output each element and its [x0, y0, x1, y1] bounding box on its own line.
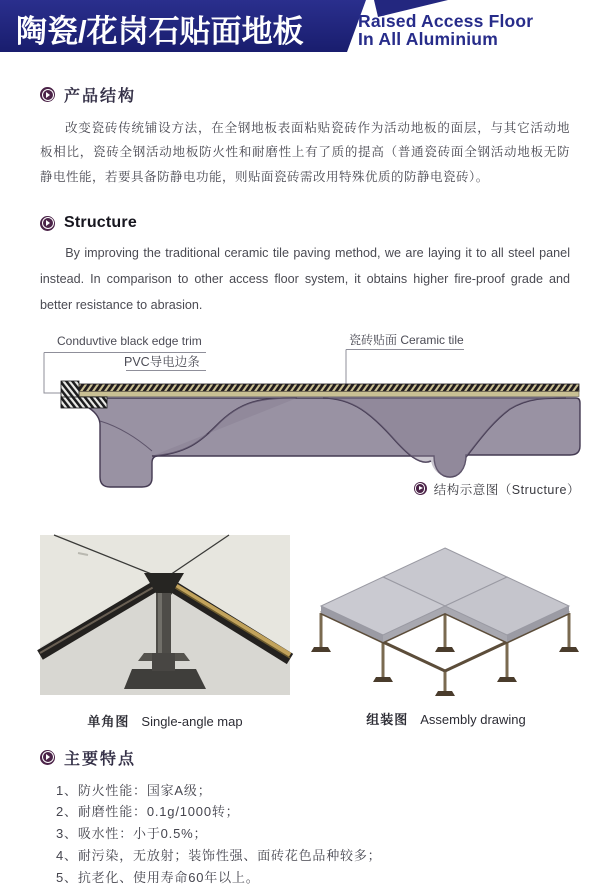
play-bullet-icon	[40, 87, 55, 102]
section-heading-product-structure: 产品结构	[64, 88, 137, 105]
section-heading-features: 主要特点	[64, 750, 137, 768]
feature-list	[40, 780, 570, 889]
figure-caption	[40, 711, 290, 730]
label-ceramic-tile: 瓷砖贴面 Ceramic tile	[349, 332, 464, 347]
assembly-photo	[310, 533, 582, 701]
product-structure-paragraph: 改变瓷砖传统铺设方法，在全钢地板表面粘贴瓷砖作为活动地板的面层，与其它活动地板相比，瓷砖全钢活动地板防火性和耐磨性上有了质的提高（普通瓷砖面全钢活动地板无防静电性能，若要具备防静电功能，则贴面瓷砖需改用特殊优质的防静电瓷砖）。	[40, 121, 570, 184]
page-title-cn: 陶瓷/花岗石贴面地板	[16, 14, 304, 49]
figure-caption-en: Single-angle map	[141, 713, 243, 729]
section-structure-en	[40, 214, 570, 318]
figure-caption	[310, 709, 582, 728]
section-features	[40, 746, 570, 889]
figure-single-angle	[40, 535, 290, 730]
figure-caption-cn: 单角图	[87, 713, 130, 729]
structure-paragraph: By improving the traditional ceramic tile paving method, we are laying it to all steel panel instead. In comparison to other access floor system, it obtains higher fire-proof grade and better resistance to abrasion.	[40, 246, 570, 312]
feature-item: 5、抗老化、使用寿命60年以上。	[56, 869, 260, 885]
figure-caption-cn: 组装图	[366, 711, 409, 727]
page-title-en-line1: Raised Access Floor	[358, 11, 534, 31]
play-bullet-icon	[414, 482, 427, 495]
figure-row	[40, 533, 570, 730]
figure-assembly	[310, 533, 582, 728]
feature-item: 1、防火性能：国家A级；	[56, 782, 212, 798]
single-angle-photo	[40, 535, 290, 695]
diagram-caption-text: 结构示意图（Structure）	[433, 482, 580, 497]
figure-caption-en: Assembly drawing	[420, 711, 526, 727]
feature-item: 4、耐污染，无放射；装饰性强、面砖花色品种较多；	[56, 847, 382, 863]
play-bullet-icon	[40, 750, 55, 765]
feature-item: 3、吸水性：小于0.5%；	[56, 826, 208, 842]
feature-item: 2、耐磨性能：0.1g/1000转；	[56, 804, 240, 820]
page-title-en-line2: In All Aluminium	[358, 29, 498, 50]
label-edge-trim-en: Conduvtive black edge trim	[57, 333, 202, 348]
page-body	[0, 83, 600, 889]
page-title-en	[358, 12, 533, 49]
label-edge-trim-cn: PVC导电边条	[124, 354, 200, 369]
page-header	[0, 0, 600, 56]
cross-section-diagram	[0, 329, 600, 507]
play-bullet-icon	[40, 216, 55, 231]
diagram-caption	[414, 480, 580, 498]
section-heading-structure: Structure	[64, 214, 137, 232]
section-product-structure	[40, 83, 570, 189]
